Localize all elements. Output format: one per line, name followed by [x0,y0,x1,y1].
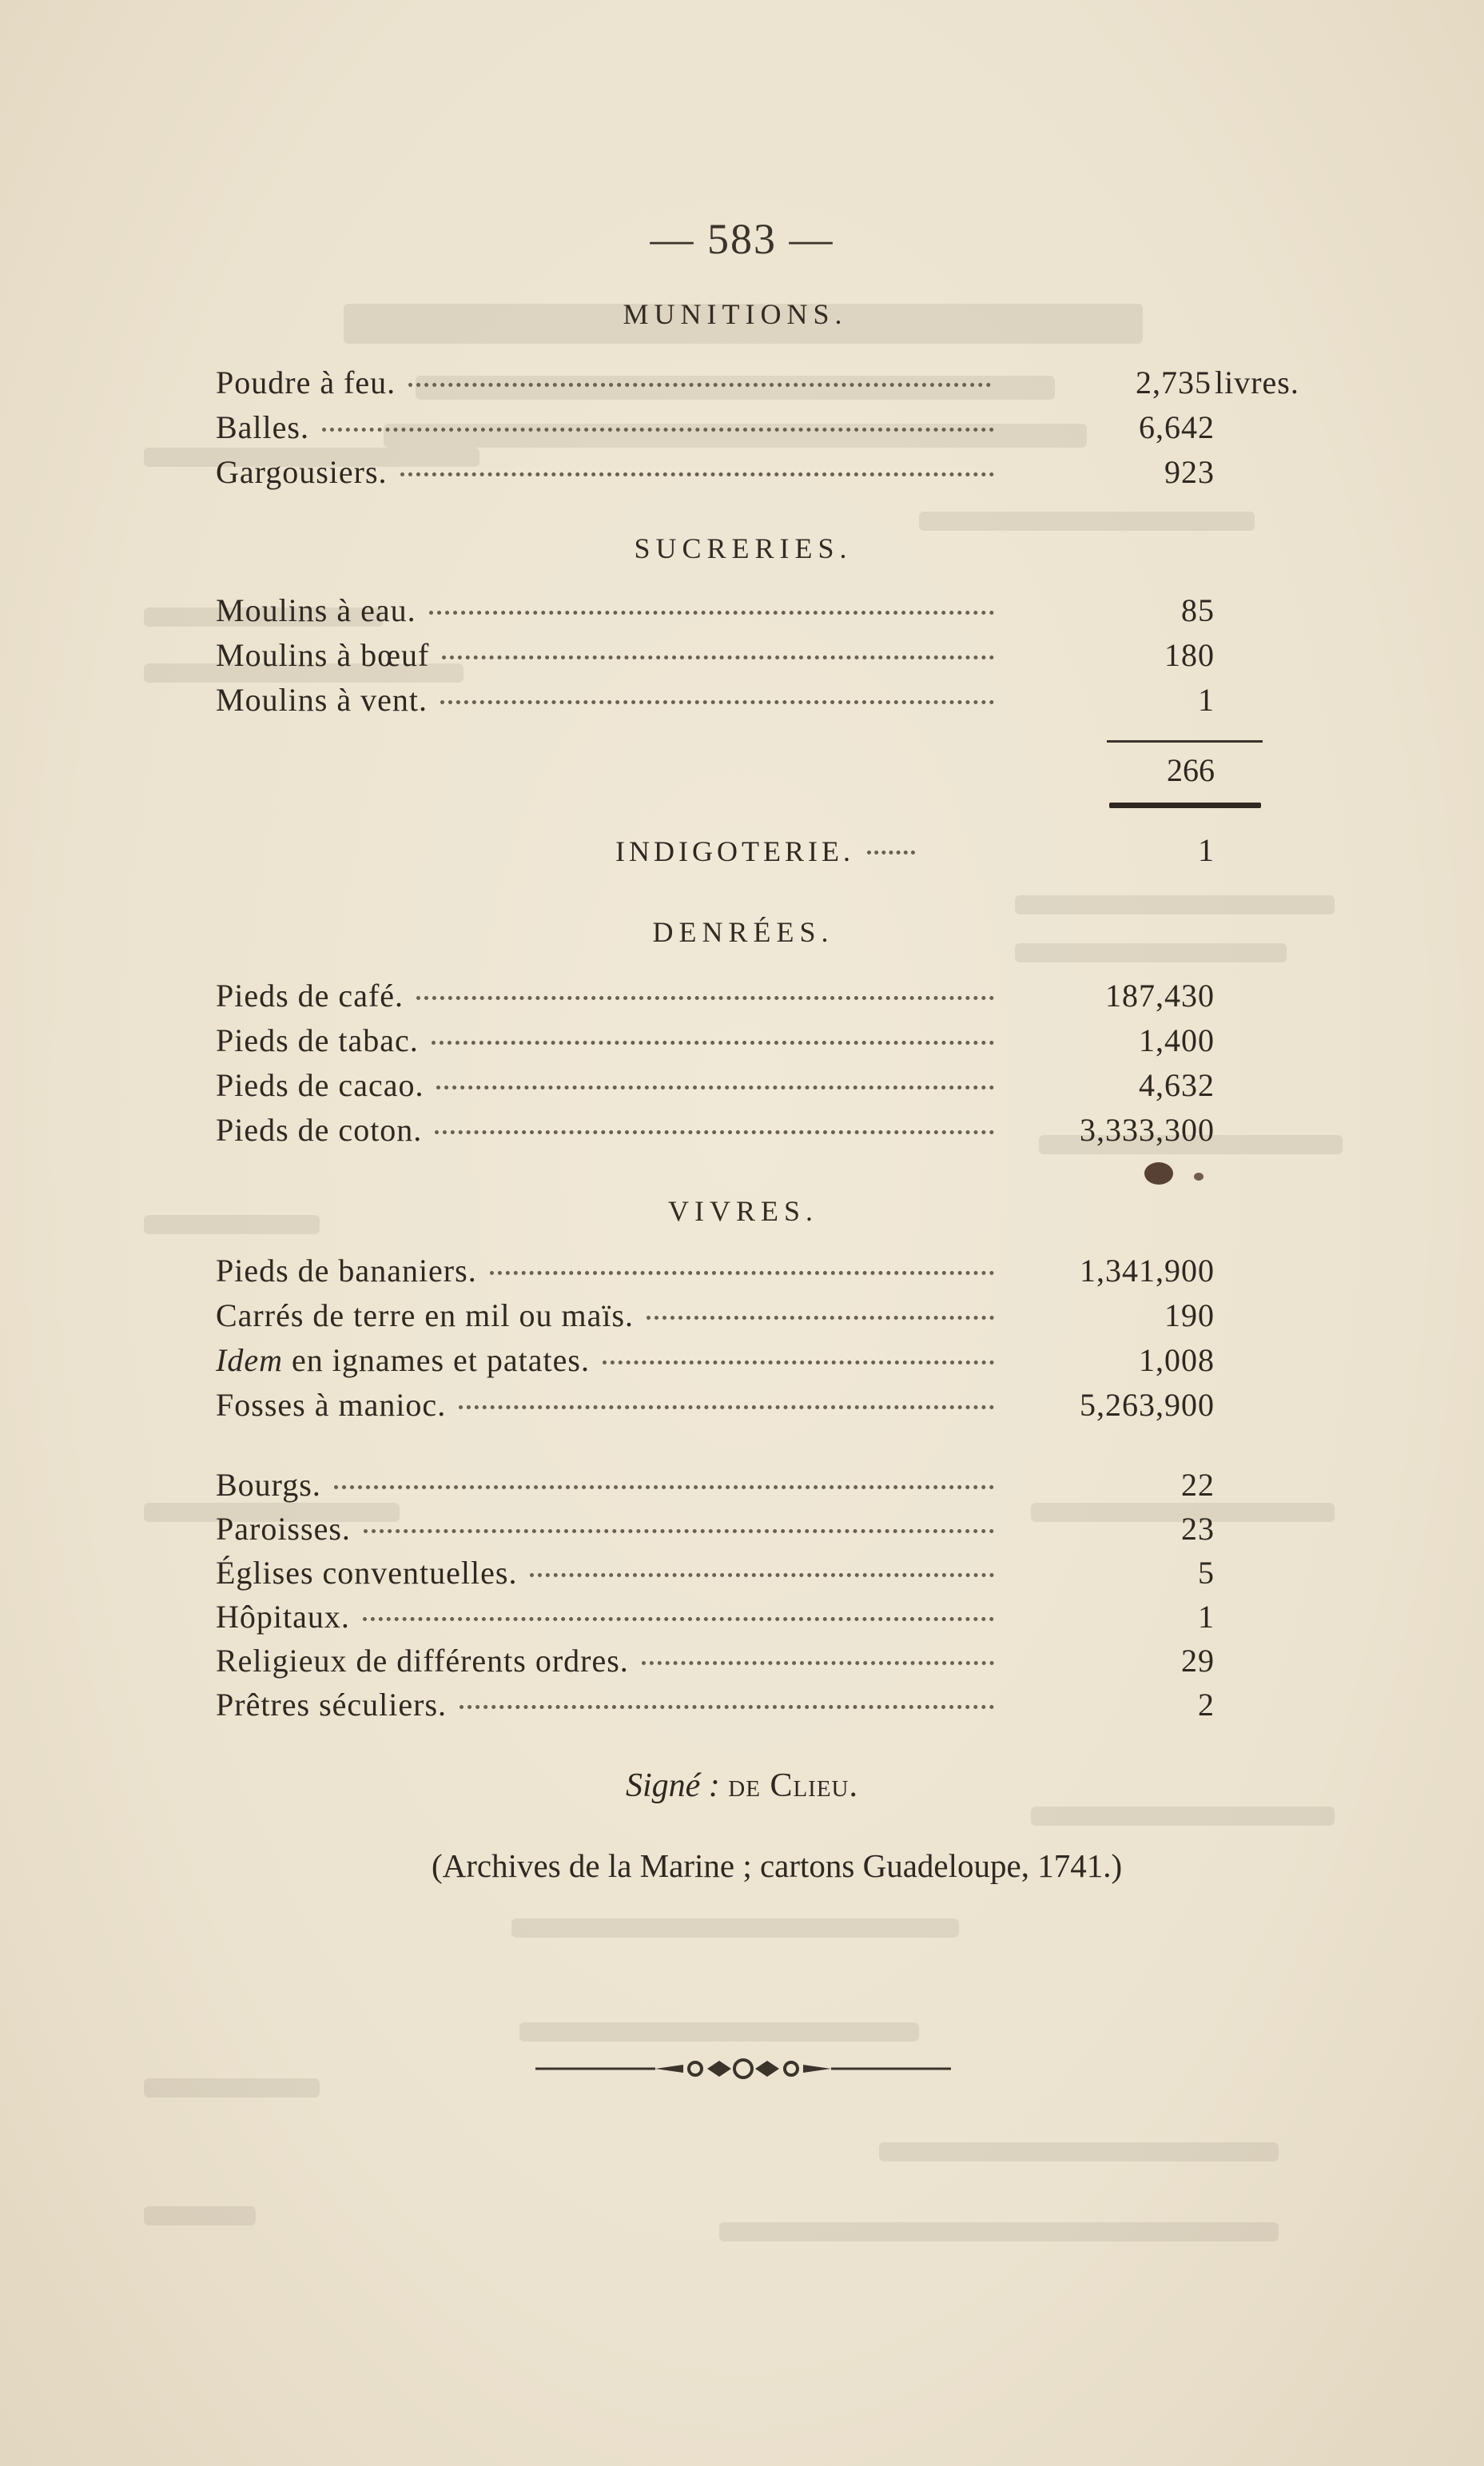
row-label-rest: en ignames et patates. [282,1342,590,1378]
dot-leader [435,1130,994,1134]
row-value: 187,430 [1105,978,1215,1014]
indigoterie-value: 1 [1198,832,1215,868]
sucreries-total: 266 [1167,752,1215,788]
row-label: Gargousiers. [216,454,388,490]
indigoterie-row [615,831,1215,876]
row-label: Pieds de cacao. [216,1067,424,1103]
row-value: 1,008 [1139,1342,1215,1378]
dot-leader [436,1086,994,1090]
table-row [216,1111,1215,1156]
table-row [216,1297,1215,1341]
table-row [216,1554,1215,1599]
table-row [216,977,1215,1022]
row-value: 2,735 [1136,365,1211,400]
signe-label: Signé : [626,1767,720,1804]
row-value: 5,263,900 [1080,1387,1215,1423]
table-row [216,1022,1215,1066]
section-heading-vivres: VIVRES. [667,1195,818,1227]
section-heading-denrees: DENRÉES. [652,916,834,948]
signature-line [0,1767,1484,1805]
row-value: 85 [1181,592,1215,628]
row-label: Pieds de coton. [216,1112,423,1148]
row-value: 3,333,300 [1080,1112,1215,1148]
total-underline [1109,803,1261,808]
row-label: Pieds de bananiers. [216,1253,477,1289]
row-label: Carrés de terre en mil ou maïs. [216,1297,635,1333]
row-label: Prêtres séculiers. [216,1687,448,1723]
dot-leader [459,1405,994,1409]
dot-leader [603,1360,994,1364]
row-value: 190 [1164,1297,1215,1333]
row-value: 6,642 [1139,409,1215,445]
dot-leader [322,428,994,432]
row-value: 923 [1164,454,1215,490]
table-row [216,1066,1215,1111]
row-value: 29 [1181,1643,1215,1679]
row-label: Moulins à eau. [216,592,416,628]
row-label: Balles. [216,409,309,445]
dot-leader [429,611,994,615]
dot-leader [432,1041,994,1045]
ornament-rule [535,2053,951,2085]
row-label: Fosses à manioc. [216,1387,447,1423]
signatory-name: de Clieu. [728,1767,858,1804]
row-label: Bourgs. [216,1467,321,1503]
row-value: 1,341,900 [1080,1253,1215,1289]
ink-stain [1135,1154,1231,1194]
row-value: 5 [1198,1555,1215,1591]
dot-leader [647,1316,994,1320]
page-number: — 583 — [650,215,834,263]
row-value: 2 [1198,1687,1215,1723]
row-label: Hôpitaux. [216,1599,350,1635]
row-label: Églises conventuelles. [216,1555,518,1591]
row-unit: livres. [1215,365,1299,400]
row-value: 180 [1164,637,1215,673]
table-row [216,1386,1215,1431]
row-value: 23 [1181,1511,1215,1547]
table-row [216,453,1215,498]
table-row [216,1598,1215,1643]
row-value: 1 [1198,1599,1215,1635]
dot-leader [642,1661,994,1665]
table-row [216,681,1215,726]
dot-leader [334,1485,994,1489]
row-label: Religieux de différents ordres. [216,1643,629,1679]
section-heading-munitions: MUNITIONS. [623,298,848,330]
dot-leader [460,1705,994,1709]
section-heading-sucreries: SUCRERIES. [634,532,853,564]
row-label: Pieds de tabac. [216,1022,419,1058]
source-citation: (Archives de la Marine ; cartons Guadeloupe, 1741.) [432,1847,1123,1884]
table-row [216,636,1215,681]
row-value: 1,400 [1139,1022,1215,1058]
table-row [216,408,1215,453]
row-label [216,1341,590,1379]
row-label: Poudre à feu. [216,365,396,400]
dot-leader [867,851,915,855]
dot-leader [530,1573,994,1577]
row-label: Pieds de café. [216,978,404,1014]
dot-leader [364,1529,994,1533]
dot-leader [490,1271,994,1275]
row-value: 4,632 [1139,1067,1215,1103]
table-row [216,1642,1215,1687]
indigoterie-label: INDIGOTERIE. [615,835,854,867]
table-row [216,364,1335,408]
row-label: Moulins à vent. [216,682,428,718]
idem-label: Idem [216,1342,283,1378]
dot-leader [400,472,994,476]
table-row [216,1466,1215,1511]
row-label: Moulins à bœuf [216,637,430,673]
dot-leader [408,383,991,387]
table-row [216,592,1215,636]
sum-rule [1107,740,1263,743]
row-label: Paroisses. [216,1511,351,1547]
table-row [216,1341,1215,1386]
dot-leader [416,996,994,1000]
dot-leader [442,655,994,659]
dot-leader [440,700,994,704]
table-row [216,1686,1215,1731]
row-value: 1 [1198,682,1215,718]
table-row [216,1252,1215,1297]
table-row [216,1510,1215,1555]
dot-leader [363,1617,994,1621]
row-value: 22 [1181,1467,1215,1503]
